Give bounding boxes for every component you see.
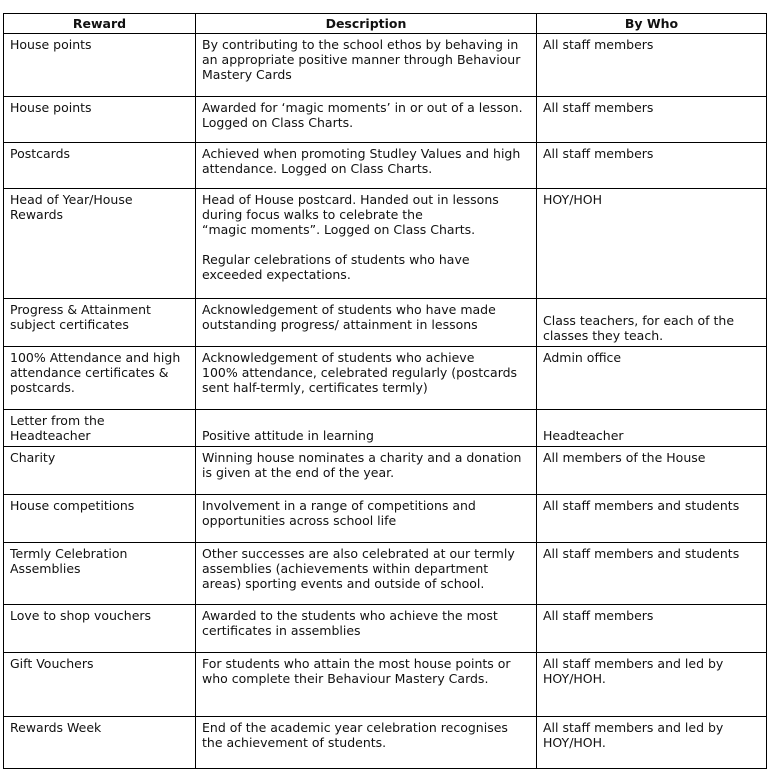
description-cell: Other successes are also celebrated at our termly assemblies (achievements within department areas) sporting events and outside of school. (196, 543, 537, 605)
table-row (4, 299, 767, 347)
by-who-cell: Admin office (537, 347, 767, 410)
description-cell: Head of House postcard. Handed out in lessons during focus walks to celebrate the “magic moments”. Logged on Class Charts. Regular celebrations of students who have exceeded expectations. (196, 189, 537, 299)
reward-cell: Love to shop vouchers (4, 605, 196, 653)
table-row (4, 717, 767, 769)
reward-cell: Letter from the Headteacher (4, 410, 196, 447)
table-row (4, 189, 767, 299)
description-cell: Acknowledgement of students who have made outstanding progress/ attainment in lessons (196, 299, 537, 347)
description-cell: Involvement in a range of competitions and opportunities across school life (196, 495, 537, 543)
table-row (4, 543, 767, 605)
reward-cell: Head of Year/House Rewards (4, 189, 196, 299)
by-who-cell: All staff members (537, 143, 767, 189)
reward-cell: Termly Celebration Assemblies (4, 543, 196, 605)
description-cell: By contributing to the school ethos by behaving in an appropriate positive manner through Behaviour Mastery Cards (196, 34, 537, 97)
rewards-table (3, 13, 767, 769)
reward-cell: Progress & Attainment subject certificates (4, 299, 196, 347)
by-who-cell: All staff members and students (537, 543, 767, 605)
description-cell: Achieved when promoting Studley Values and high attendance. Logged on Class Charts. (196, 143, 537, 189)
by-who-cell: Headteacher (537, 410, 767, 447)
table-row (4, 605, 767, 653)
table-row (4, 97, 767, 143)
by-who-cell: All staff members (537, 97, 767, 143)
by-who-cell: Class teachers, for each of the classes they teach. (537, 299, 767, 347)
table-row (4, 495, 767, 543)
table-row (4, 447, 767, 495)
table-row (4, 410, 767, 447)
by-who-cell: All staff members (537, 605, 767, 653)
description-cell: Awarded for ‘magic moments’ in or out of a lesson. Logged on Class Charts. (196, 97, 537, 143)
by-who-cell: All staff members (537, 34, 767, 97)
by-who-cell: HOY/HOH (537, 189, 767, 299)
reward-cell: Rewards Week (4, 717, 196, 769)
description-cell: For students who attain the most house points or who complete their Behaviour Mastery Cards. (196, 653, 537, 717)
header-row (4, 14, 767, 34)
by-who-cell: All staff members and led by HOY/HOH. (537, 653, 767, 717)
table-row (4, 347, 767, 410)
header-reward: Reward (4, 14, 196, 34)
by-who-cell: All members of the House (537, 447, 767, 495)
by-who-cell: All staff members and led by HOY/HOH. (537, 717, 767, 769)
reward-cell: Charity (4, 447, 196, 495)
reward-cell: House competitions (4, 495, 196, 543)
description-cell: Winning house nominates a charity and a donation is given at the end of the year. (196, 447, 537, 495)
table-row (4, 143, 767, 189)
description-cell: Acknowledgement of students who achieve 100% attendance, celebrated regularly (postcards sent half-termly, certificates termly) (196, 347, 537, 410)
reward-cell: House points (4, 34, 196, 97)
header-by-who: By Who (537, 14, 767, 34)
description-cell: Awarded to the students who achieve the most certificates in assemblies (196, 605, 537, 653)
table-row (4, 653, 767, 717)
reward-cell: Gift Vouchers (4, 653, 196, 717)
header-description: Description (196, 14, 537, 34)
table-row (4, 34, 767, 97)
by-who-cell: All staff members and students (537, 495, 767, 543)
reward-cell: House points (4, 97, 196, 143)
reward-cell: Postcards (4, 143, 196, 189)
reward-cell: 100% Attendance and high attendance certificates & postcards. (4, 347, 196, 410)
description-cell: Positive attitude in learning (196, 410, 537, 447)
description-cell: End of the academic year celebration recognises the achievement of students. (196, 717, 537, 769)
